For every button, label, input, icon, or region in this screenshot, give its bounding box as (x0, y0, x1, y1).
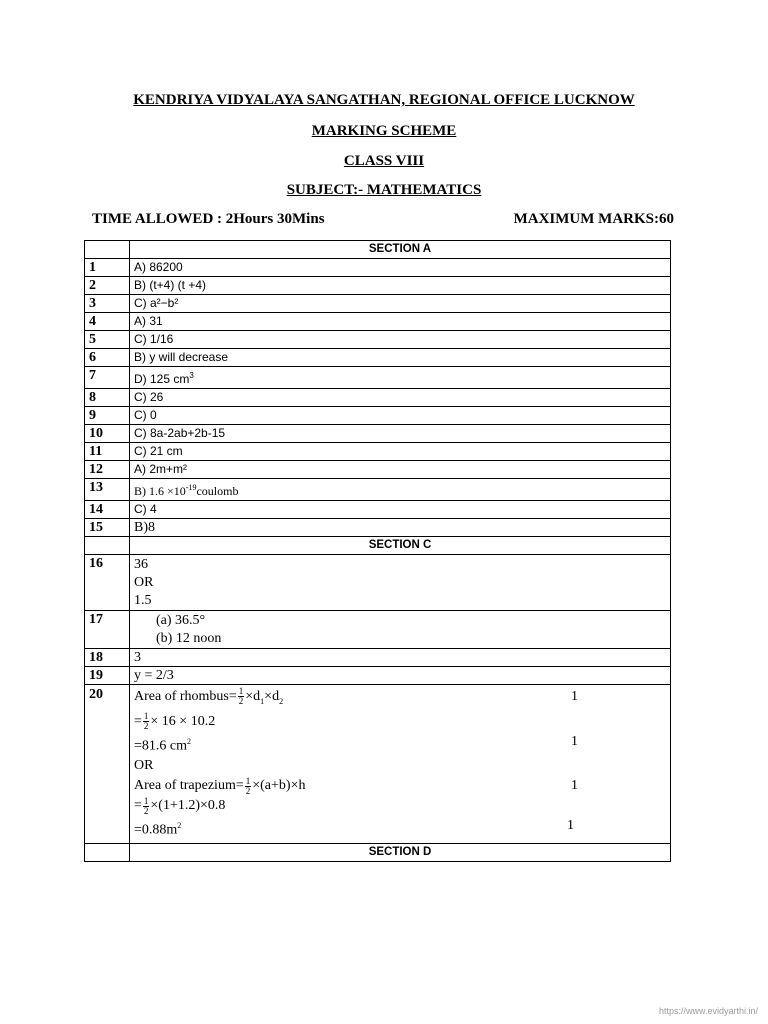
fraction: $\frac{1}{2}$ (143, 795, 149, 816)
max-marks: MAXIMUM MARKS:60 (513, 211, 674, 227)
table-row: 5 C) 1/16 (85, 331, 671, 349)
q20-line-5: Area of trapezium= $\frac{1}{2}$ ×(a+b)×h 1 (134, 775, 578, 796)
table-row: 18 3 (85, 649, 671, 667)
fraction: $\frac{1}{2}$ (245, 775, 251, 796)
table-row: 8 C) 26 (85, 389, 671, 407)
table-row: 19 y = 2/3 (85, 667, 671, 685)
table-row: 2 B) (t+4) (t +4) (85, 277, 671, 295)
table-row: 6 B) y will decrease (85, 349, 671, 367)
q20-line-2: = $\frac{1}{2}$ × 16 × 10.2 (134, 711, 216, 732)
q20-line-3: =81.6 $cm^2$ 1 (134, 733, 578, 754)
header-org: KENDRIYA VIDYALAYA SANGATHAN, REGIONAL OFFICE LUCKNOW (133, 92, 635, 108)
mark: 1 (567, 818, 574, 834)
table-row: 14 C) 4 (85, 501, 671, 519)
table-row: 20 Area of rhombus= $\frac{1}{2}$ $\times d_1\times d_2$ 1 = $\frac{1}{2}$ × 16 × 10.2 =81.6 $cm^2$ 1 OR Area of trapezium= $\frac{1}{2}$ ×(a+b)×h 1 = $\frac{1}{2}$ ×(1+1.2)×0.8 $=0.88m^2$ 1 (85, 685, 671, 844)
table-row: 3 C) a²−b² (85, 295, 671, 313)
fraction: $\frac{1}{2}$ (238, 686, 244, 707)
mark: 1 (571, 733, 578, 749)
section-header-row (85, 241, 671, 259)
mark: 1 (571, 778, 578, 794)
q20-line-7: $=0.88m^2$ 1 (134, 818, 574, 839)
table-row: 12 A) 2m+m² (85, 461, 671, 479)
table-row: 10 C) 8a-2ab+2b-15 (85, 425, 671, 443)
header-doc-type: MARKING SCHEME (311, 123, 457, 139)
header-subject: SUBJECT:- MATHEMATICS (286, 182, 482, 198)
time-marks-line (92, 211, 674, 228)
table-row: 13 B) $1.6 \times 10^{-19}coulomb$ (85, 479, 671, 501)
table-row: 11 C) 21 cm (85, 443, 671, 461)
mark: 1 (571, 689, 578, 704)
table-row: 17 (a) 36.5° (b) 12 noon (85, 611, 671, 649)
time-allowed: TIME ALLOWED : 2Hours 30Mins (92, 211, 325, 227)
table-row: 7 D) 125 $cm^3$ (85, 367, 671, 389)
source-url: https://www.evidyarthi.in/ (658, 1006, 758, 1016)
section-a-label: SECTION A (130, 241, 671, 259)
fraction: $\frac{1}{2}$ (143, 711, 149, 732)
header-class: CLASS VIII (343, 153, 425, 169)
q20-line-6: = $\frac{1}{2}$ ×(1+1.2)×0.8 (134, 795, 226, 816)
q20-line-4: OR (134, 758, 154, 774)
section-header-row (85, 537, 671, 555)
table-row: 15 B)8 (85, 519, 671, 537)
section-header-row (85, 844, 671, 862)
table-row: 9 C) 0 (85, 407, 671, 425)
section-d-label: SECTION D (130, 844, 671, 862)
table-row: 16 36 OR 1.5 (85, 555, 671, 611)
section-c-label: SECTION C (130, 537, 671, 555)
marking-table (84, 240, 671, 862)
q20-line-1: Area of rhombus= $\frac{1}{2}$ $\times d_1\times d_2$ 1 (134, 686, 578, 707)
table-row: 1 A) 86200 (85, 259, 671, 277)
table-row: 4 A) 31 (85, 313, 671, 331)
